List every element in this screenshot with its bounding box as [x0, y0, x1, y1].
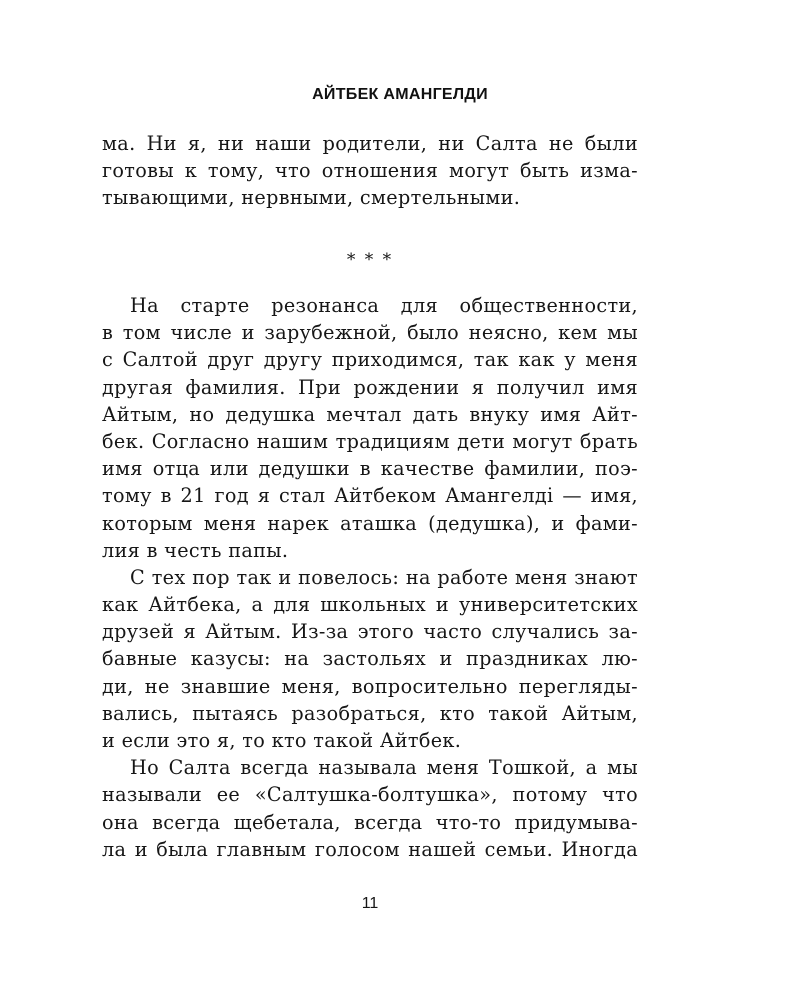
text-line: С тех пор так и повелось: на работе меня знают	[130, 565, 638, 589]
text-line: друзей я Айтым. Из-за этого часто случались за-	[102, 620, 638, 644]
text-line: которым меня нарек аташка (дедушка), и фами-	[102, 511, 638, 535]
text-line: тому в 21 год я стал Айтбеком Амангелді — имя,	[102, 484, 638, 508]
page-number: 11	[361, 895, 379, 912]
text-line: лия в честь папы.	[102, 538, 289, 562]
text-line: бавные казусы: на застольях и праздниках лю-	[102, 647, 638, 671]
text-line: и если это я, то кто такой Айтбек.	[102, 729, 462, 752]
text-line: как Айтбека, а для школьных и университетских	[102, 593, 638, 617]
text-line: имя отца или дедушки в качестве фамилии, поэ-	[102, 457, 638, 481]
text-line: с Салтой друг другу приходимся, так как у меня	[102, 348, 638, 372]
text-line: другая фамилия. При рождении я получил имя	[102, 375, 638, 399]
text-line: Айтым, но дедушка мечтал дать внуку имя Айт-	[102, 402, 638, 426]
text-line: называли ее «Салтушка-болтушка», потому что	[102, 783, 638, 807]
text-line: в том числе и зарубежной, было неясно, кем мы	[102, 321, 638, 345]
running-head: АЙТБЕК АМАНГЕЛДИ	[312, 86, 488, 103]
text-line: На старте резонанса для общественности,	[130, 294, 638, 317]
text-line: ма. Ни я, ни наши родители, ни Салта не были	[102, 132, 638, 155]
text-line: Но Салта всегда называла меня Тошкой, а мы	[130, 756, 638, 780]
text-line: ди, не знавшие меня, вопросительно перегляды-	[102, 674, 638, 698]
text-line: ла и была главным голосом нашей семьи. Иногда	[102, 837, 638, 861]
text-line: вались, пытаясь разобраться, кто такой Айтым,	[102, 701, 638, 725]
section-break: * * *	[346, 250, 394, 270]
text-line: тывающими, нервными, смертельными.	[102, 186, 521, 210]
text-line: бек. Согласно нашим традициям дети могут брать	[102, 429, 638, 453]
text-line: готовы к тому, что отношения могут быть изма-	[102, 159, 638, 183]
continued-paragraph	[102, 130, 638, 212]
paragraph-1	[102, 292, 638, 863]
text-line: она всегда щебетала, всегда что-то придумыва-	[102, 810, 638, 834]
